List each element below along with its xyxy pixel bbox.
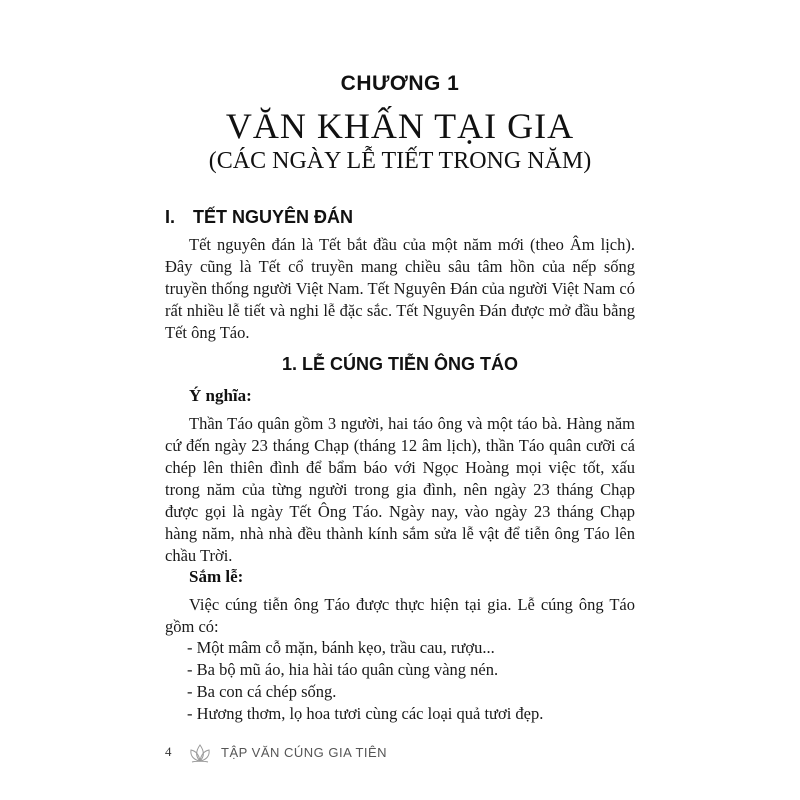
meaning-paragraph: Thần Táo quân gồm 3 người, hai táo ông và một táo bà. Hàng năm cứ đến ngày 23 tháng Chạp (tháng 12 âm lịch), thần Táo quân cưỡi cá chép lên thiên đình để bẩm báo với Ngọc Hoàng mọi việc tốt, xấu trong năm của từng người trong gia đình, nên ngày 23 tháng Chạp được gọi là ngày Tết Ông Táo. Ngày nay, vào ngày 23 tháng Chạp hàng năm, nhà nhà đều thành kính sắm sửa lễ vật để tiễn ông Táo lên chầu Trời.: [165, 414, 635, 565]
section-heading: [165, 207, 353, 228]
list-item: - Một mâm cỗ mặn, bánh kẹo, trầu cau, rượu...: [187, 638, 495, 657]
lotus-logo-icon: [187, 740, 213, 764]
chapter-subtitle: (CÁC NGÀY LỄ TIẾT TRONG NĂM): [208, 148, 592, 174]
offering-label: Sắm lễ:: [189, 567, 244, 586]
list-item: - Ba bộ mũ áo, hia hài táo quân cùng vàng nén.: [187, 660, 499, 679]
section-title: TẾT NGUYÊN ĐÁN: [193, 207, 354, 227]
page-footer: [165, 740, 387, 764]
offering-paragraph: Việc cúng tiễn ông Táo được thực hiện tại gia. Lễ cúng ông Táo gồm có:: [165, 595, 635, 636]
intro-block: [165, 234, 635, 344]
footer-book-title: TẬP VĂN CÚNG GIA TIÊN: [221, 744, 388, 760]
intro-paragraph: Tết nguyên đán là Tết bắt đầu của một năm mới (theo Âm lịch). Đây cũng là Tết cổ truyền mang chiều sâu tâm hồn của nếp sống truyền thống người Việt Nam. Tết Nguyên Đán của người Việt Nam có rất nhiều lễ tiết và nghi lễ đặc sắc. Tết Nguyên Đán được mở đầu bằng Tết ông Táo.: [165, 235, 635, 342]
chapter-title: VĂN KHẤN TẠI GIA: [225, 106, 575, 146]
offering-list: [187, 637, 543, 725]
list-item: - Ba con cá chép sống.: [187, 682, 337, 701]
page-number: 4: [165, 744, 172, 759]
section-number: I.: [165, 207, 176, 227]
meaning-block: [165, 413, 635, 567]
offering-block: [165, 594, 635, 638]
chapter-label: CHƯƠNG 1: [340, 72, 460, 95]
meaning-label: Ý nghĩa:: [189, 386, 252, 405]
subsection-title: 1. LỄ CÚNG TIỄN ÔNG TÁO: [281, 354, 518, 374]
list-item: - Hương thơm, lọ hoa tươi cùng các loại quả tươi đẹp.: [187, 704, 544, 723]
